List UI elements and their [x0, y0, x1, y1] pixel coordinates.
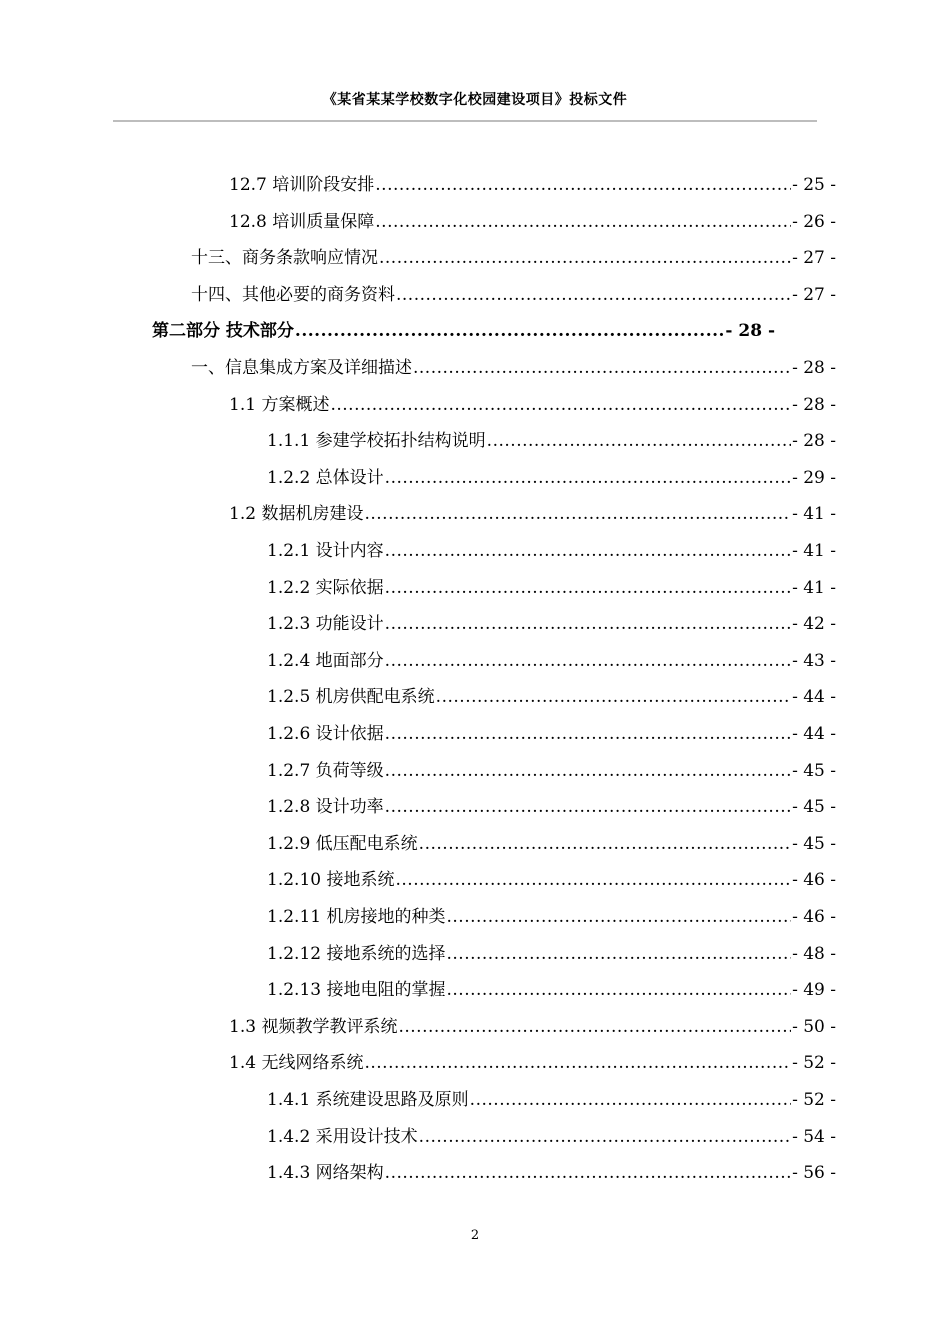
toc-entry-title: 1.2.7 负荷等级: [267, 761, 384, 781]
toc-entry[interactable]: [267, 428, 836, 454]
toc-entry[interactable]: [267, 1124, 836, 1150]
toc-entry[interactable]: [229, 209, 836, 235]
toc-entry-title: 十三、商务条款响应情况: [191, 248, 378, 268]
toc-dot-leader: [364, 1050, 791, 1076]
toc-entry[interactable]: [229, 1050, 836, 1076]
toc-entry-page: - 26 -: [792, 212, 836, 232]
toc-entry-page: - 44 -: [792, 724, 836, 744]
toc-entry[interactable]: [267, 831, 836, 857]
toc-entry-page: - 25 -: [792, 175, 836, 195]
toc-entry-title: 1.2.13 接地电阻的掌握: [267, 980, 446, 1000]
toc-entry-page: - 42 -: [792, 614, 836, 634]
toc-entry[interactable]: [267, 721, 836, 747]
toc-dot-leader: [385, 538, 791, 564]
toc-entry-page: - 41 -: [792, 541, 836, 561]
toc-dot-leader: [379, 245, 791, 271]
toc-entry-title: 1.4.2 采用设计技术: [267, 1127, 418, 1147]
toc-entry[interactable]: [229, 172, 836, 198]
toc-entry[interactable]: [267, 575, 836, 601]
toc-entry[interactable]: [267, 538, 836, 564]
toc-dot-leader: [398, 1014, 791, 1040]
toc-entry-title: 一、信息集成方案及详细描述: [191, 358, 412, 378]
toc-entry-page: - 48 -: [792, 944, 836, 964]
toc-entry-title: 1.2.8 设计功率: [267, 797, 384, 817]
toc-entry[interactable]: [267, 794, 836, 820]
toc-entry-page: - 28 -: [792, 358, 836, 378]
toc-entry-title: 1.2.2 总体设计: [267, 468, 384, 488]
toc-entry-title: 12.8 培训质量保障: [229, 212, 375, 232]
toc-dot-leader: [470, 1087, 791, 1113]
toc-entry[interactable]: [267, 611, 836, 637]
toc-dot-leader: [385, 465, 791, 491]
toc-entry[interactable]: [267, 1087, 836, 1113]
toc-entry-page: - 44 -: [792, 687, 836, 707]
toc-entry-title: 1.1.1 参建学校拓扑结构说明: [267, 431, 486, 451]
toc-entry[interactable]: [267, 904, 836, 930]
toc-dot-leader: [385, 721, 791, 747]
toc-dot-leader: [375, 172, 791, 198]
toc-entry-title: 1.4 无线网络系统: [229, 1053, 364, 1073]
toc-entry-page: - 41 -: [792, 504, 836, 524]
toc-entry[interactable]: [267, 684, 836, 710]
toc-entry-title: 1.4.3 网络架构: [267, 1163, 384, 1183]
toc-entry-title: 1.2.2 实际依据: [267, 578, 384, 598]
toc-entry-page: - 46 -: [792, 870, 836, 890]
toc-entry[interactable]: [191, 282, 836, 308]
toc-entry-title: 1.2.9 低压配电系统: [267, 834, 418, 854]
toc-entry-page: - 41 -: [792, 578, 836, 598]
toc-entry-title: 1.2.12 接地系统的选择: [267, 944, 446, 964]
toc-entry-title: 1.2 数据机房建设: [229, 504, 364, 524]
toc-entry-page: - 28 -: [792, 395, 836, 415]
toc-dot-leader: [487, 428, 791, 454]
toc-entry-title: 1.2.10 接地系统: [267, 870, 395, 890]
toc-dot-leader: [446, 977, 791, 1003]
toc-entry-page: - 29 -: [792, 468, 836, 488]
toc-entry[interactable]: [267, 977, 836, 1003]
toc-dot-leader: [446, 941, 791, 967]
toc-entry[interactable]: [191, 245, 836, 271]
toc-dot-leader: [385, 575, 791, 601]
page-header-title: 《某省某某学校数字化校园建设项目》投标文件: [322, 92, 628, 108]
toc-entry[interactable]: [267, 648, 836, 674]
toc-entry-page: - 43 -: [792, 651, 836, 671]
toc-entry[interactable]: [229, 1014, 836, 1040]
toc-entry-page: - 27 -: [792, 285, 836, 305]
toc-entry[interactable]: [229, 392, 836, 418]
toc-entry-page: - 45 -: [792, 761, 836, 781]
toc-entry-page: - 45 -: [792, 834, 836, 854]
toc-dot-leader: [395, 867, 791, 893]
toc-entry-title: 1.2.1 设计内容: [267, 541, 384, 561]
toc-entry[interactable]: [267, 758, 836, 784]
toc-entry-page: - 49 -: [792, 980, 836, 1000]
toc-entry-page: - 56 -: [792, 1163, 836, 1183]
toc-entry-title: 十四、其他必要的商务资料: [191, 285, 395, 305]
toc-entry-page: - 54 -: [792, 1127, 836, 1147]
toc-entry-page: - 28 -: [725, 321, 775, 341]
toc-entry-page: - 52 -: [792, 1090, 836, 1110]
toc-entry[interactable]: [152, 318, 775, 344]
toc-entry[interactable]: [229, 501, 836, 527]
toc-entry[interactable]: [267, 867, 836, 893]
header-divider: [113, 120, 817, 122]
toc-entry-title: 12.7 培训阶段安排: [229, 175, 375, 195]
toc-dot-leader: [385, 611, 791, 637]
toc-entry[interactable]: [267, 1160, 836, 1186]
toc-entry-page: - 28 -: [792, 431, 836, 451]
toc-entry-title: 1.1 方案概述: [229, 395, 330, 415]
toc-dot-leader: [385, 794, 791, 820]
toc-entry-page: - 50 -: [792, 1017, 836, 1037]
toc-dot-leader: [385, 1160, 791, 1186]
page-number: 2: [470, 1228, 480, 1243]
toc-entry[interactable]: [267, 465, 836, 491]
toc-dot-leader: [385, 758, 791, 784]
toc-entry-page: - 27 -: [792, 248, 836, 268]
toc-dot-leader: [413, 355, 791, 381]
toc-dot-leader: [446, 904, 791, 930]
toc-dot-leader: [375, 209, 791, 235]
toc-dot-leader: [295, 318, 724, 344]
toc-entry-title: 1.2.4 地面部分: [267, 651, 384, 671]
toc-entry-title: 1.2.11 机房接地的种类: [267, 907, 446, 927]
toc-dot-leader: [419, 1124, 791, 1150]
toc-dot-leader: [385, 648, 791, 674]
toc-dot-leader: [330, 392, 791, 418]
toc-dot-leader: [419, 831, 791, 857]
toc-dot-leader: [396, 282, 791, 308]
toc-dot-leader: [436, 684, 791, 710]
toc-entry-page: - 46 -: [792, 907, 836, 927]
toc-entry-title: 1.2.5 机房供配电系统: [267, 687, 435, 707]
toc-entry-title: 1.4.1 系统建设思路及原则: [267, 1090, 469, 1110]
toc-entry-title: 1.3 视频教学教评系统: [229, 1017, 398, 1037]
toc-entry-title: 1.2.3 功能设计: [267, 614, 384, 634]
toc-entry-title: 1.2.6 设计依据: [267, 724, 384, 744]
toc-entry-title: 第二部分 技术部分: [152, 321, 294, 341]
toc-entry[interactable]: [267, 941, 836, 967]
toc-entry-page: - 52 -: [792, 1053, 836, 1073]
toc-entry-page: - 45 -: [792, 797, 836, 817]
toc-dot-leader: [364, 501, 791, 527]
toc-entry[interactable]: [191, 355, 836, 381]
